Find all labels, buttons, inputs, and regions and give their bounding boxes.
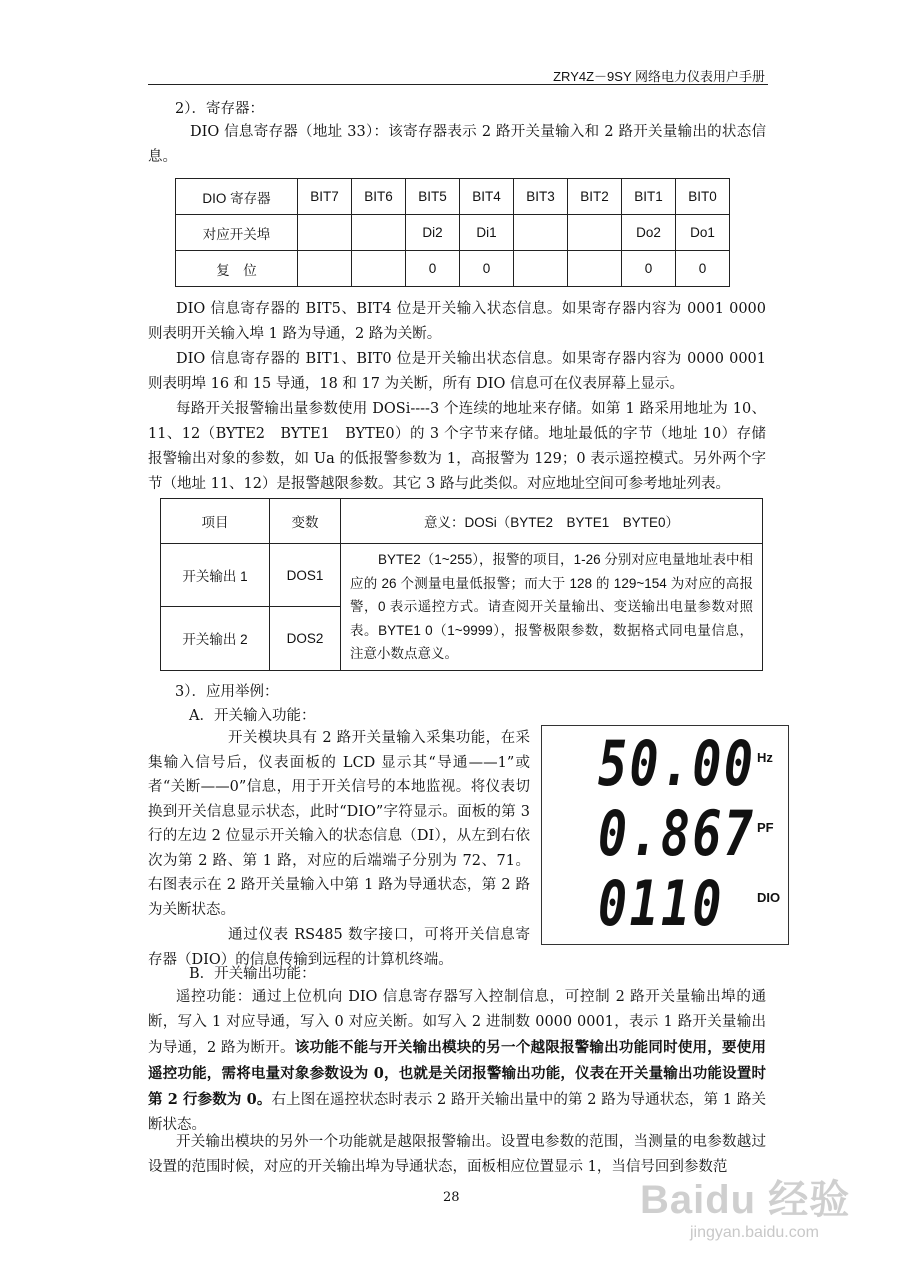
table-cell-meaning xyxy=(341,544,763,671)
table-header-cell: BIT4 xyxy=(460,179,514,215)
subsection-b-heading: B．开关输出功能： xyxy=(189,966,316,982)
table-cell: Do1 xyxy=(676,215,730,251)
table-cell: 0 xyxy=(676,251,730,287)
section-2-heading: 2）．寄存器： xyxy=(175,101,264,117)
table-row xyxy=(161,499,763,544)
table-cell xyxy=(352,251,406,287)
table-header-cell: BIT0 xyxy=(676,179,730,215)
table-cell xyxy=(352,215,406,251)
table-cell: Di1 xyxy=(460,215,514,251)
table-header-cell: BIT6 xyxy=(352,179,406,215)
lcd-row-frequency xyxy=(542,727,788,800)
table-header-cell: 项目 xyxy=(161,499,270,544)
page-header: ZRY4Z－9SY 网络电力仪表用户手册 xyxy=(553,69,765,84)
table-cell: 0 xyxy=(622,251,676,287)
remote-control-warning: 该功能不能与开关输出模块的另一个越限报警输出功能同时使用，要使用遥控功能，需将电量对象参数设为 0，也就是关闭报警输出功能，仪表在开关量输出功能设置时第 2 行参数为 0。 xyxy=(148,1039,767,1108)
paragraph-bit5-bit4: DIO 信息寄存器的 BIT5、BIT4 位是开关输入状态信息。如果寄存器内容为 0001 0000 则表明开关输入埠 1 路为导通，2 路为关断。 xyxy=(148,301,766,342)
table-cell xyxy=(298,251,352,287)
table-cell: Do2 xyxy=(622,215,676,251)
lcd-unit: DIO xyxy=(757,890,781,905)
remote-control-tail: 右上图在遥控状态时表示 2 路开关输出量中的第 2 路为导通状态，第 1 路关断状态。 xyxy=(148,1092,766,1133)
table-header-cell: DIO 寄存器 xyxy=(176,179,298,215)
remote-control-text: 遥控功能：通过上位机向 DIO 信息寄存器写入控制信息，可控制 2 路开关量输出埠的通断，写入 1 对应导通，写入 0 对应关断。如写入 2 进制数 0000 0001，表示 1 路开关量输出为导通，2 路为断开。 xyxy=(148,989,766,1056)
table-cell: 开关输出 1 xyxy=(161,544,270,607)
watermark-logo: Baidu 经验 xyxy=(640,1178,851,1222)
table-cell xyxy=(568,251,622,287)
table-row xyxy=(161,544,763,607)
table-header-cell: 变数 xyxy=(270,499,341,544)
dio-register-table xyxy=(175,178,730,287)
lcd-panel xyxy=(541,725,789,945)
meaning-text: BYTE2（1~255），报警的项目，1-26 分别对应电量地址表中相应的 26 个测量电量低报警；而大于 128 的 129~154 为对应的高报警，0 表示遥控方式。请查阅开关量输出、变送输出电量参数对照表。BYTE1 0（1~9999），报警极限参数，数据格式同电量信息，注意小数点意义。 xyxy=(350,552,753,661)
table-cell: DOS2 xyxy=(270,607,341,670)
watermark-url: jingyan.baidu.com xyxy=(690,1224,819,1241)
dos-parameter-table xyxy=(160,498,763,671)
paragraph-remote-control xyxy=(148,985,766,1138)
paragraph-rs485: 通过仪表 RS485 数字接口，可将开关信息寄存器（DIO）的信息传输到远程的计算机终端。 xyxy=(148,927,530,968)
table-header-cell: BIT7 xyxy=(298,179,352,215)
subsection-a-heading: A．开关输入功能： xyxy=(189,708,316,724)
header-rule xyxy=(148,84,768,85)
table-header-cell: BIT5 xyxy=(406,179,460,215)
table-cell xyxy=(514,215,568,251)
table-cell xyxy=(568,215,622,251)
page-number: 28 xyxy=(443,1190,460,1205)
lcd-unit: PF xyxy=(757,820,774,835)
table-cell xyxy=(514,251,568,287)
table-row xyxy=(176,215,730,251)
table-header-cell: BIT3 xyxy=(514,179,568,215)
table-row xyxy=(176,179,730,215)
lcd-row-power-factor xyxy=(542,797,788,870)
lcd-row-dio xyxy=(542,867,788,940)
paragraph-bit1-bit0: DIO 信息寄存器的 BIT1、BIT0 位是开关输出状态信息。如果寄存器内容为 0000 0001 则表明埠 16 和 15 导通，18 和 17 为关断，所有 DIO 信息可在仪表屏幕上显示。 xyxy=(148,351,766,392)
section-3-heading: 3）．应用举例： xyxy=(175,684,279,700)
table-row xyxy=(176,251,730,287)
table-cell: 0 xyxy=(460,251,514,287)
table-header-cell: BIT2 xyxy=(568,179,622,215)
paragraph-dosi: 每路开关报警输出量参数使用 DOSi----3 个连续的地址来存储。如第 1 路采用地址为 10、11、12（BYTE2 BYTE1 BYTE0）的 3 个字节来存储。地址最低的字节（地址 10）存储报警输出对象的参数，如 Ua 的低报警参数为 1，高报警为 129；0 表示遥控模式。另外两个字节（地址 11、12）是报警越限参数。其它 3 路与此类似。对应地址空间可参考地址列表。 xyxy=(148,401,766,492)
table-header-cell: 意义：DOSi（BYTE2 BYTE1 BYTE0） xyxy=(341,499,763,544)
table-cell: Di2 xyxy=(406,215,460,251)
table-cell: 开关输出 2 xyxy=(161,607,270,670)
table-cell: 复 位 xyxy=(176,251,298,287)
paragraph-limit-alarm: 开关输出模块的另外一个功能就是越限报警输出。设置电参数的范围，当测量的电参数越过设置的范围时候，对应的开关输出埠为导通状态，面板相应位置显示 1，当信号回到参数范 xyxy=(148,1134,766,1175)
table-cell: 0 xyxy=(406,251,460,287)
lcd-unit: Hz xyxy=(757,750,773,765)
paragraph-switch-input: 开关模块具有 2 路开关量输入采集功能，在采集输入信号后，仪表面板的 LCD 显示其“导通——1”或者“关断——0”信息，用于开关信号的本地监视。将仪表切换到开关信息显示状态，此时“DIO”字符显示。面板的第 3 行的左边 2 位显示开关输入的状态信息（DI），从左到右依次为第 2 路、第 1 路，对应的后端端子分别为 72、71。右图表示在 2 路开关量输入中第 1 路为导通状态，第 2 路为关断状态。 xyxy=(148,730,530,918)
section-2-intro: DIO 信息寄存器（地址 33）：该寄存器表示 2 路开关量输入和 2 路开关量输出的状态信息。 xyxy=(148,124,766,165)
table-cell: 对应开关埠 xyxy=(176,215,298,251)
lcd-value: 50.00 xyxy=(598,727,756,800)
lcd-value: 0.867 xyxy=(598,797,756,870)
table-cell: DOS1 xyxy=(270,544,341,607)
table-header-cell: BIT1 xyxy=(622,179,676,215)
lcd-value: 0110 xyxy=(598,867,724,940)
table-cell xyxy=(298,215,352,251)
